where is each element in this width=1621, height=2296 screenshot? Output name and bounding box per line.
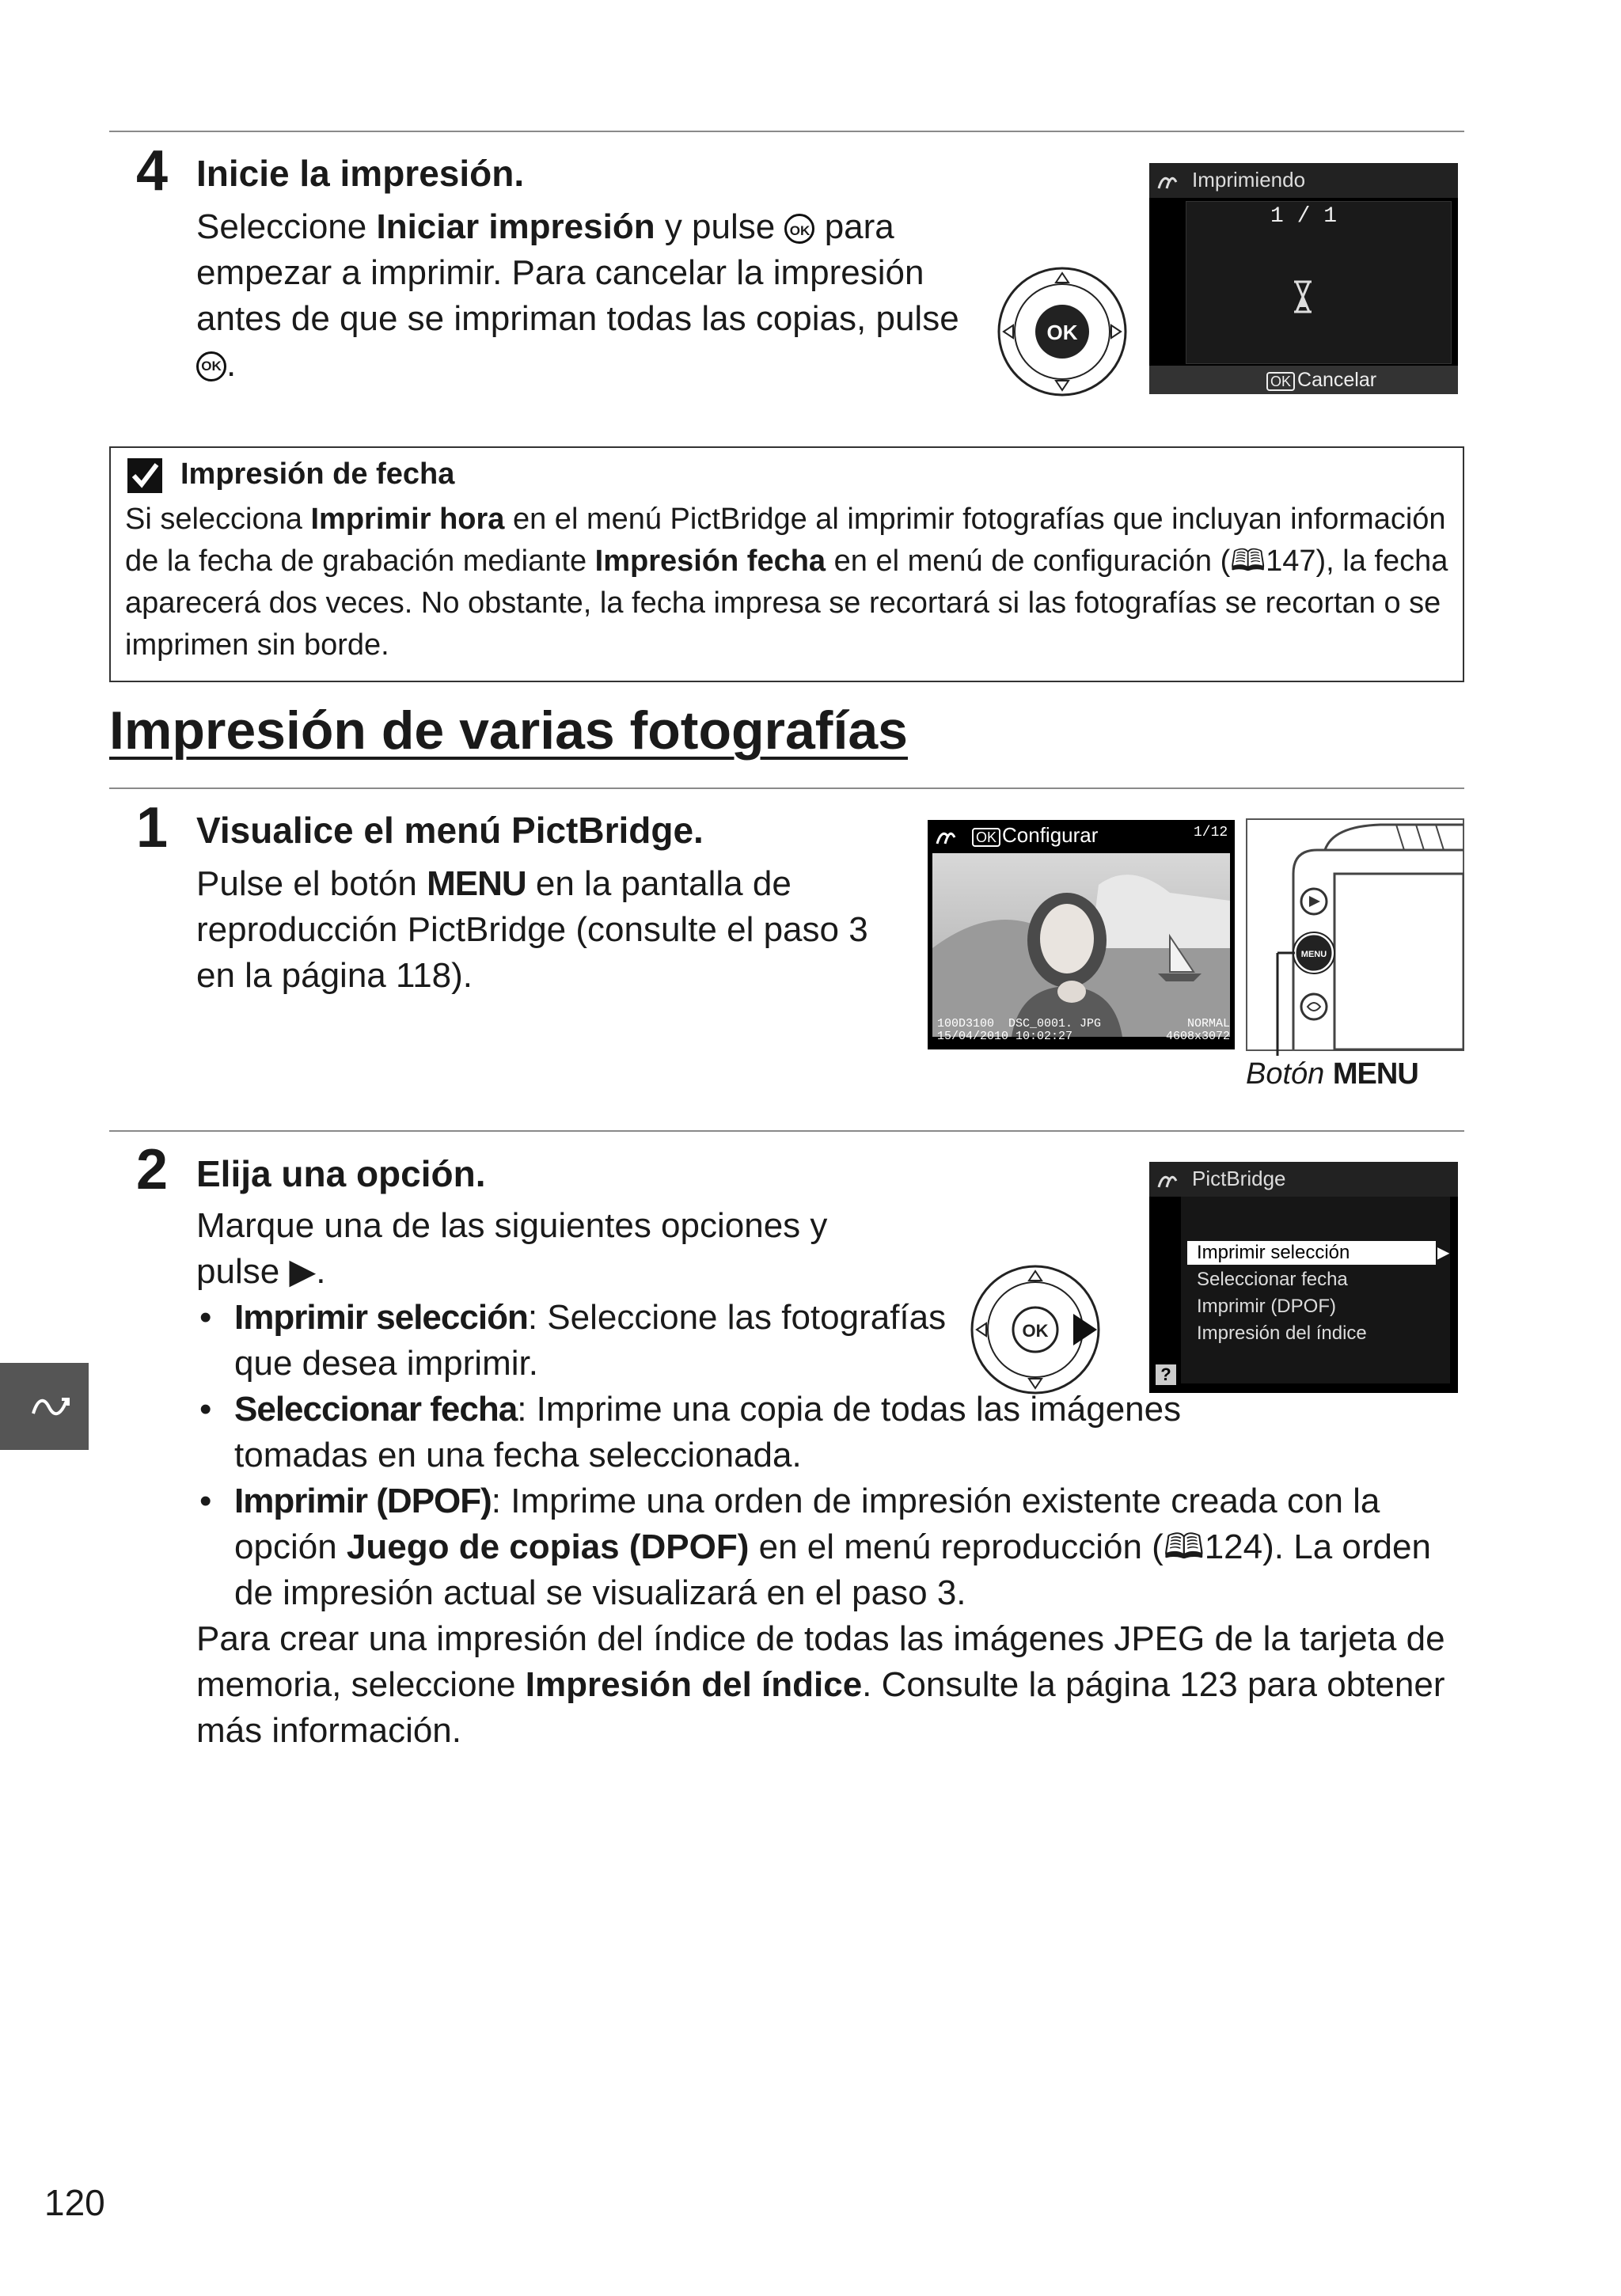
section-heading: Impresión de varias fotografías <box>109 700 908 761</box>
help-icon: ? <box>1156 1364 1176 1385</box>
cancel-hint: OK Cancelar <box>1266 369 1376 392</box>
option-seleccionar-fecha: • Seleccionar fecha: Imprime una copia de todas las imágenes tomadas en una fecha seleccionada. <box>199 1390 1182 1474</box>
print-counter: 1 / 1 <box>1270 204 1337 229</box>
shot-date: 15/04/2010 <box>937 1030 1009 1043</box>
image-counter: 1/12 <box>1194 825 1228 841</box>
pictbridge-icon <box>1156 1170 1179 1190</box>
camera-back-illustration <box>1246 818 1464 1056</box>
pictbridge-icon <box>934 826 958 847</box>
printing-screen-title: Imprimiendo <box>1192 168 1306 192</box>
book-ref-icon: 🕮 <box>1163 1528 1205 1566</box>
pictbridge-menu-title: PictBridge <box>1192 1167 1286 1190</box>
top-rule <box>109 131 1464 132</box>
step-4-number: 4 <box>136 139 169 203</box>
menu-item-impresion-indice[interactable]: Impresión del índice <box>1197 1323 1367 1344</box>
page-number: 120 <box>44 2182 105 2223</box>
option-imprimir-seleccion: • Imprimir selección: Seleccione las fotografías que desea imprimir. <box>199 1298 947 1383</box>
multi-selector-ok-icon <box>996 265 1129 398</box>
hourglass-icon <box>1292 280 1314 313</box>
svg-text:OK: OK <box>1046 321 1078 344</box>
menu-item-imprimir-seleccion[interactable]: Imprimir selección <box>1187 1241 1436 1265</box>
right-arrow-icon: ▶ <box>289 1252 317 1291</box>
step-4-title: Inicie la impresión. <box>196 153 525 194</box>
printing-screen <box>1149 163 1458 394</box>
step-4-text: Seleccione Iniciar impresión y pulse OK para empezar a imprimir. Para cancelar la impresión antes de que se impriman todas las copias, pulse OK . <box>196 207 959 384</box>
pictbridge-icon <box>1156 171 1179 192</box>
chapter-tab <box>0 1363 89 1450</box>
menu-item-imprimir-dpof[interactable]: Imprimir (DPOF) <box>1197 1296 1336 1317</box>
book-ref-icon: 🕮 <box>1230 545 1266 578</box>
portrait-photo <box>932 853 1230 1037</box>
step-2-number: 2 <box>136 1138 169 1201</box>
ok-icon: OK <box>1266 372 1295 391</box>
svg-text:MENU: MENU <box>1300 950 1327 959</box>
step-1-number: 1 <box>136 796 169 860</box>
image-quality: NORMAL <box>1186 1017 1230 1030</box>
folder-name: 100D3100 <box>937 1017 995 1030</box>
file-name: DSC_0001. JPG <box>1008 1017 1102 1030</box>
ok-button-icon: OK <box>196 351 226 381</box>
step-1-title: Visualice el menú PictBridge. <box>196 810 704 851</box>
shot-time: 10:02:27 <box>1015 1030 1073 1043</box>
note-text: Si selecciona Imprimir hora en el menú PictBridge al imprimir fotografías que incluyan información de la fecha de grabación mediante Impresión fecha en el menú de configuración (🕮147), la fecha aparecerá dos veces. No obstante, la fecha impresa se recortará si las fotografías se recortan o se imprimen sin borde. <box>125 503 1448 662</box>
menu-button-caption: Botón MENU <box>1246 1057 1418 1091</box>
submenu-arrow-icon: ▶ <box>1437 1244 1450 1262</box>
image-size: 4608x3072 <box>1165 1030 1230 1043</box>
option-imprimir-dpof: • Imprimir (DPOF): Imprime una orden de impresión existente creada con la opción Juego de copias (DPOF) en el menú reproducción (🕮124). La orden de impresión actual se visualizará en el paso 3. <box>199 1482 1431 1612</box>
index-print-paragraph: Para crear una impresión del índice de todas las imágenes JPEG de la tarjeta de memoria, seleccione Impresión del índice. Consulte la página 123 para obtener más información. <box>196 1619 1445 1750</box>
svg-text:OK: OK <box>1022 1321 1049 1341</box>
note-title: Impresión de fecha <box>180 457 455 491</box>
step-2-intro: Marque una de las siguientes opciones y pulse ▶. <box>196 1206 828 1291</box>
step-2-options <box>196 1295 1463 1616</box>
menu-item-seleccionar-fecha[interactable]: Seleccionar fecha <box>1197 1269 1348 1290</box>
connection-icon <box>30 1393 73 1420</box>
playback-screen <box>928 820 1235 1049</box>
configurar-hint: OK Configurar <box>972 823 1098 848</box>
step-1-text: Pulse el botón MENU en la pantalla de reproducción PictBridge (consulte el paso 3 en la página 118). <box>196 864 868 995</box>
section-rule <box>109 787 1464 789</box>
step-2-title: Elija una opción. <box>196 1153 486 1194</box>
ok-button-icon: OK <box>784 214 814 244</box>
step-2-rule <box>109 1130 1464 1132</box>
ok-icon: OK <box>972 828 1000 847</box>
checkmark-icon <box>127 457 163 494</box>
